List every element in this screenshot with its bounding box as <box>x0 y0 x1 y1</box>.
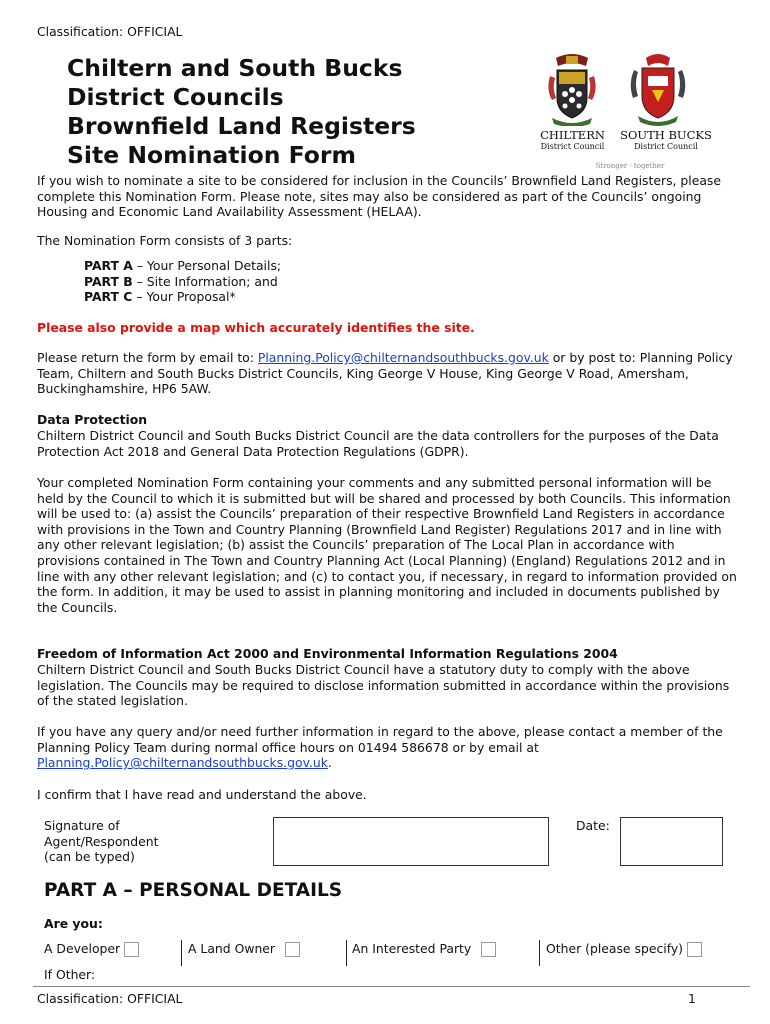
chiltern-name: CHILTERN <box>540 128 605 142</box>
developer-checkbox[interactable] <box>124 942 139 957</box>
signature-field[interactable] <box>273 817 549 866</box>
footer-divider <box>33 986 750 987</box>
divider <box>181 940 182 966</box>
foi-heading: Freedom of Information Act 2000 and Environmental Information Regulations 2004 <box>37 646 618 661</box>
list-item: PART C – Your Proposal* <box>84 289 236 305</box>
part-a-heading: PART A – PERSONAL DETAILS <box>44 880 343 901</box>
classification-header: Classification: OFFICIAL <box>37 24 183 39</box>
intro-paragraph: If you wish to nominate a site to be considered for inclusion in the Councils’ Brownfield Land Registers, please complete this Nomination Form. Please note, sites may also be considered as part of the Councils’ ongoing Housing and Economic Land Availability Assessment (HELAA). <box>37 173 722 220</box>
query-paragraph: If you have any query and/or need further information in regard to the above, please contact a member of the Planning Policy Team during normal office hours on 01494 586678 or by email at Planning.Policy@chilternandsouthbucks.gov.uk. <box>37 724 723 771</box>
foi-paragraph: Chiltern District Council and South Bucks District Council have a statutory duty to comply with the above legislation. The Councils may be required to disclose information submitted in accordance within the provisions of the stated legislation. <box>37 662 730 709</box>
data-protection-p2: Your completed Nomination Form containing your comments and any submitted personal information will be held by the Council to which it is submitted but will be shared and processed by both Councils. This information will be used to: (a) assist the Councils’ preparation of their respective Brownfield Land Registers in accordance with provisions in the Town and Country Planning (Brownfield Land Register) Regulations 2017 and in line with any other relevant legislation; (b) assist the Councils’ preparation of The Local Plan in accordance with provisions contained in The Town and Country Planning Act (Local Planning) (England) Regulations 2012 and in line with any other relevant legislation; and (c) to contact you, if necessary, in regard to information provided on the form. In addition, it may be used to assist in planning monitoring and included in documents published by the Councils. <box>37 475 737 615</box>
option-developer[interactable]: A Developer <box>44 941 139 957</box>
other-checkbox[interactable] <box>687 942 702 957</box>
if-other-label: If Other: <box>44 967 96 982</box>
page-title: Chiltern and South Bucks District Councils Brownfield Land Registers Site Nomination Form <box>67 54 416 169</box>
signature-label: Signature of Agent/Respondent (can be typed) <box>44 818 159 865</box>
chiltern-crest-icon <box>546 52 598 126</box>
parts-intro: The Nomination Form consists of 3 parts: <box>37 233 293 248</box>
option-other[interactable]: Other (please specify) <box>546 941 702 957</box>
query-email-link[interactable]: Planning.Policy@chilternandsouthbucks.gov.uk <box>37 755 328 771</box>
data-protection-p1: Chiltern District Council and South Bucks District Council are the data controllers for the purposes of the Data Protection Act 2018 and General Data Protection Regulations (GDPR). <box>37 428 719 459</box>
option-land-owner[interactable]: A Land Owner <box>188 941 300 957</box>
confirm-statement: I confirm that I have read and understand the above. <box>37 787 367 802</box>
interested-party-checkbox[interactable] <box>481 942 496 957</box>
page-number: 1 <box>688 991 696 1006</box>
logo-tagline: Stronger · together <box>595 162 665 170</box>
chiltern-sub: District Council <box>540 142 605 151</box>
list-item: PART B – Site Information; and <box>84 273 278 289</box>
date-field[interactable] <box>620 817 723 866</box>
divider <box>539 940 540 966</box>
classification-footer: Classification: OFFICIAL <box>37 991 183 1006</box>
return-paragraph: Please return the form by email to: Planning.Policy@chilternandsouthbucks.gov.uk or by post to: Planning Policy Team, Chiltern and South Bucks District Councils, King George V House, King George V Road, Amersham, Buckinghamshire, HP6 5AW. <box>37 350 733 397</box>
option-interested-party[interactable]: An Interested Party <box>352 941 496 957</box>
land-owner-checkbox[interactable] <box>285 942 300 957</box>
return-email-link[interactable]: Planning.Policy@chilternandsouthbucks.gov.uk <box>257 350 549 365</box>
parts-list <box>84 258 281 305</box>
map-notice: Please also provide a map which accurately identifies the site. <box>37 320 475 335</box>
south-bucks-sub: District Council <box>634 142 698 151</box>
list-item: PART A – Your Personal Details; <box>84 258 282 273</box>
date-label: Date: <box>576 818 610 833</box>
data-protection-heading: Data Protection <box>37 412 148 427</box>
are-you-label: Are you: <box>44 916 103 931</box>
divider <box>346 940 347 966</box>
south-bucks-crest-icon <box>628 50 688 126</box>
south-bucks-name: SOUTH BUCKS <box>620 128 712 142</box>
